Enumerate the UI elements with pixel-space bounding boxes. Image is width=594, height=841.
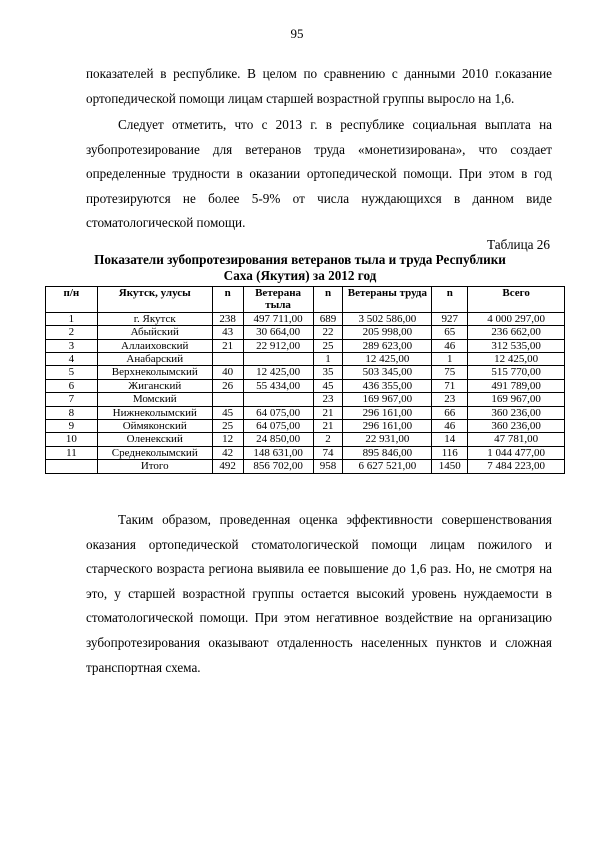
- page-number: 95: [290, 26, 304, 41]
- table-row: [46, 420, 565, 433]
- table-row: [46, 353, 565, 366]
- table-cell: 46: [432, 420, 468, 433]
- table-cell: 491 789,00: [468, 379, 565, 392]
- table-row: [46, 379, 565, 392]
- table-cell: 1: [46, 312, 98, 325]
- table-cell: 497 711,00: [243, 312, 313, 325]
- table-cell: 21: [212, 339, 243, 352]
- table-cell: 148 631,00: [243, 446, 313, 459]
- table-cell: 47 781,00: [468, 433, 565, 446]
- table-cell: 26: [212, 379, 243, 392]
- table-cell: 9: [46, 420, 98, 433]
- table-cell: Абыйский: [97, 326, 212, 339]
- table-cell: 236 662,00: [468, 326, 565, 339]
- data-table: [45, 286, 565, 474]
- table-cell: 12 425,00: [468, 353, 565, 366]
- table-cell: 895 846,00: [343, 446, 432, 459]
- table-cell: 23: [432, 393, 468, 406]
- table-cell: г. Якутск: [97, 312, 212, 325]
- table-cell: 436 355,00: [343, 379, 432, 392]
- header-cell: Всего: [468, 287, 565, 313]
- table-cell: 927: [432, 312, 468, 325]
- paragraph-2: Следует отметить, что с 2013 г. в республике социальная выплата на зубопротезирование для ветеранов труда «монетизирована», что создает определенные трудности в оказании ортопедической помощи. При этом в год протезируются не более 5-9% от числа нуждающихся в данном виде стоматологической помощи.: [86, 117, 552, 231]
- table-cell: 30 664,00: [243, 326, 313, 339]
- table-cell: Оймяконский: [97, 420, 212, 433]
- table-cell: 312 535,00: [468, 339, 565, 352]
- table-row: [46, 446, 565, 459]
- table-cell: Верхнеколымский: [97, 366, 212, 379]
- table-total-row: [46, 460, 565, 473]
- table-cell: 1: [432, 353, 468, 366]
- table-header-row: [46, 287, 565, 313]
- table-cell: 22: [313, 326, 343, 339]
- table-cell: 10: [46, 433, 98, 446]
- table-row: [46, 406, 565, 419]
- table-cell: 1: [313, 353, 343, 366]
- table-cell: [212, 393, 243, 406]
- table-cell: 45: [313, 379, 343, 392]
- table-cell: 503 345,00: [343, 366, 432, 379]
- table-cell: 2: [313, 433, 343, 446]
- table-cell: 6: [46, 379, 98, 392]
- table-cell: Нижнеколымский: [97, 406, 212, 419]
- table-cell: 8: [46, 406, 98, 419]
- table-cell: 74: [313, 446, 343, 459]
- table-cell: [243, 353, 313, 366]
- table-label: Таблица 26: [487, 237, 550, 252]
- table-cell: 22 931,00: [343, 433, 432, 446]
- table-cell: 25: [212, 420, 243, 433]
- header-cell: Ветерана тыла: [243, 287, 313, 313]
- table-cell: 289 623,00: [343, 339, 432, 352]
- table-cell: [243, 393, 313, 406]
- header-cell: Якутск, улусы: [97, 287, 212, 313]
- table-cell: 296 161,00: [343, 420, 432, 433]
- paragraph-3: Таким образом, проведенная оценка эффективности совершенствования оказания ортопедической стоматологической помощи лицам пожилого и старческого возраста региона выявила ее повышение до 1,6 раз. Но, не смотря на это, у старшей возрастной группы остается высокий уровень нуждаемости в стоматологической помощи. При этом негативное воздействие на организацию зубопротезирования оказывают отдаленность населенных пунктов и сложная транспортная схема.: [86, 512, 552, 675]
- header-cell: Ветераны труда: [343, 287, 432, 313]
- table-cell: 14: [432, 433, 468, 446]
- header-cell: n: [432, 287, 468, 313]
- table-cell: 24 850,00: [243, 433, 313, 446]
- table-cell: 7 484 223,00: [468, 460, 565, 473]
- table-cell: Аллаиховский: [97, 339, 212, 352]
- table-cell: 205 998,00: [343, 326, 432, 339]
- table-cell: 2: [46, 326, 98, 339]
- table-title-line-1: Показатели зубопротезирования ветеранов тыла и труда Республики: [94, 252, 506, 267]
- table-cell: 238: [212, 312, 243, 325]
- table-cell: 71: [432, 379, 468, 392]
- table-cell: 75: [432, 366, 468, 379]
- table-cell: 45: [212, 406, 243, 419]
- table-cell: 23: [313, 393, 343, 406]
- header-cell: п/н: [46, 287, 98, 313]
- table-cell: [212, 353, 243, 366]
- table-cell: 169 967,00: [468, 393, 565, 406]
- table-cell: 35: [313, 366, 343, 379]
- table-cell: 42: [212, 446, 243, 459]
- table-cell: 360 236,00: [468, 406, 565, 419]
- paragraph-1: показателей в республике. В целом по сравнению с данными 2010 г.оказание ортопедической помощи лицам старшей возрастной группы выросло на 1,6.: [86, 66, 552, 106]
- table-cell: 64 075,00: [243, 406, 313, 419]
- table-cell: 1450: [432, 460, 468, 473]
- header-cell: n: [212, 287, 243, 313]
- table-cell: 40: [212, 366, 243, 379]
- table-cell: 22 912,00: [243, 339, 313, 352]
- table-cell: 21: [313, 406, 343, 419]
- table-cell: 958: [313, 460, 343, 473]
- table-cell: 3: [46, 339, 98, 352]
- table-row: [46, 433, 565, 446]
- table-cell: 7: [46, 393, 98, 406]
- table-cell: Оленекский: [97, 433, 212, 446]
- table-cell: 360 236,00: [468, 420, 565, 433]
- table-cell: Среднеколымский: [97, 446, 212, 459]
- table-row: [46, 312, 565, 325]
- table-cell: 856 702,00: [243, 460, 313, 473]
- table-cell: Итого: [97, 460, 212, 473]
- table-cell: [46, 460, 98, 473]
- table-cell: 5: [46, 366, 98, 379]
- table-cell: 296 161,00: [343, 406, 432, 419]
- table-row: [46, 326, 565, 339]
- table-cell: 43: [212, 326, 243, 339]
- table-cell: 12 425,00: [243, 366, 313, 379]
- table-cell: 169 967,00: [343, 393, 432, 406]
- table-cell: 55 434,00: [243, 379, 313, 392]
- table-cell: 4 000 297,00: [468, 312, 565, 325]
- table-cell: 3 502 586,00: [343, 312, 432, 325]
- table-cell: 65: [432, 326, 468, 339]
- table-cell: 64 075,00: [243, 420, 313, 433]
- table-row: [46, 393, 565, 406]
- table-cell: Анабарский: [97, 353, 212, 366]
- table-cell: 492: [212, 460, 243, 473]
- table-cell: 689: [313, 312, 343, 325]
- table-cell: 515 770,00: [468, 366, 565, 379]
- table-cell: 25: [313, 339, 343, 352]
- table-cell: 1 044 477,00: [468, 446, 565, 459]
- table-row: [46, 366, 565, 379]
- table-cell: 46: [432, 339, 468, 352]
- table-cell: 6 627 521,00: [343, 460, 432, 473]
- table-title-line-2: Саха (Якутия) за 2012 год: [223, 268, 377, 283]
- table-cell: 11: [46, 446, 98, 459]
- table-cell: Момский: [97, 393, 212, 406]
- table-cell: 116: [432, 446, 468, 459]
- table-title: [60, 252, 540, 284]
- table-cell: 12 425,00: [343, 353, 432, 366]
- header-cell: n: [313, 287, 343, 313]
- table-cell: 4: [46, 353, 98, 366]
- table-cell: 21: [313, 420, 343, 433]
- table-cell: 12: [212, 433, 243, 446]
- table-row: [46, 339, 565, 352]
- table-cell: 66: [432, 406, 468, 419]
- table-cell: Жиганский: [97, 379, 212, 392]
